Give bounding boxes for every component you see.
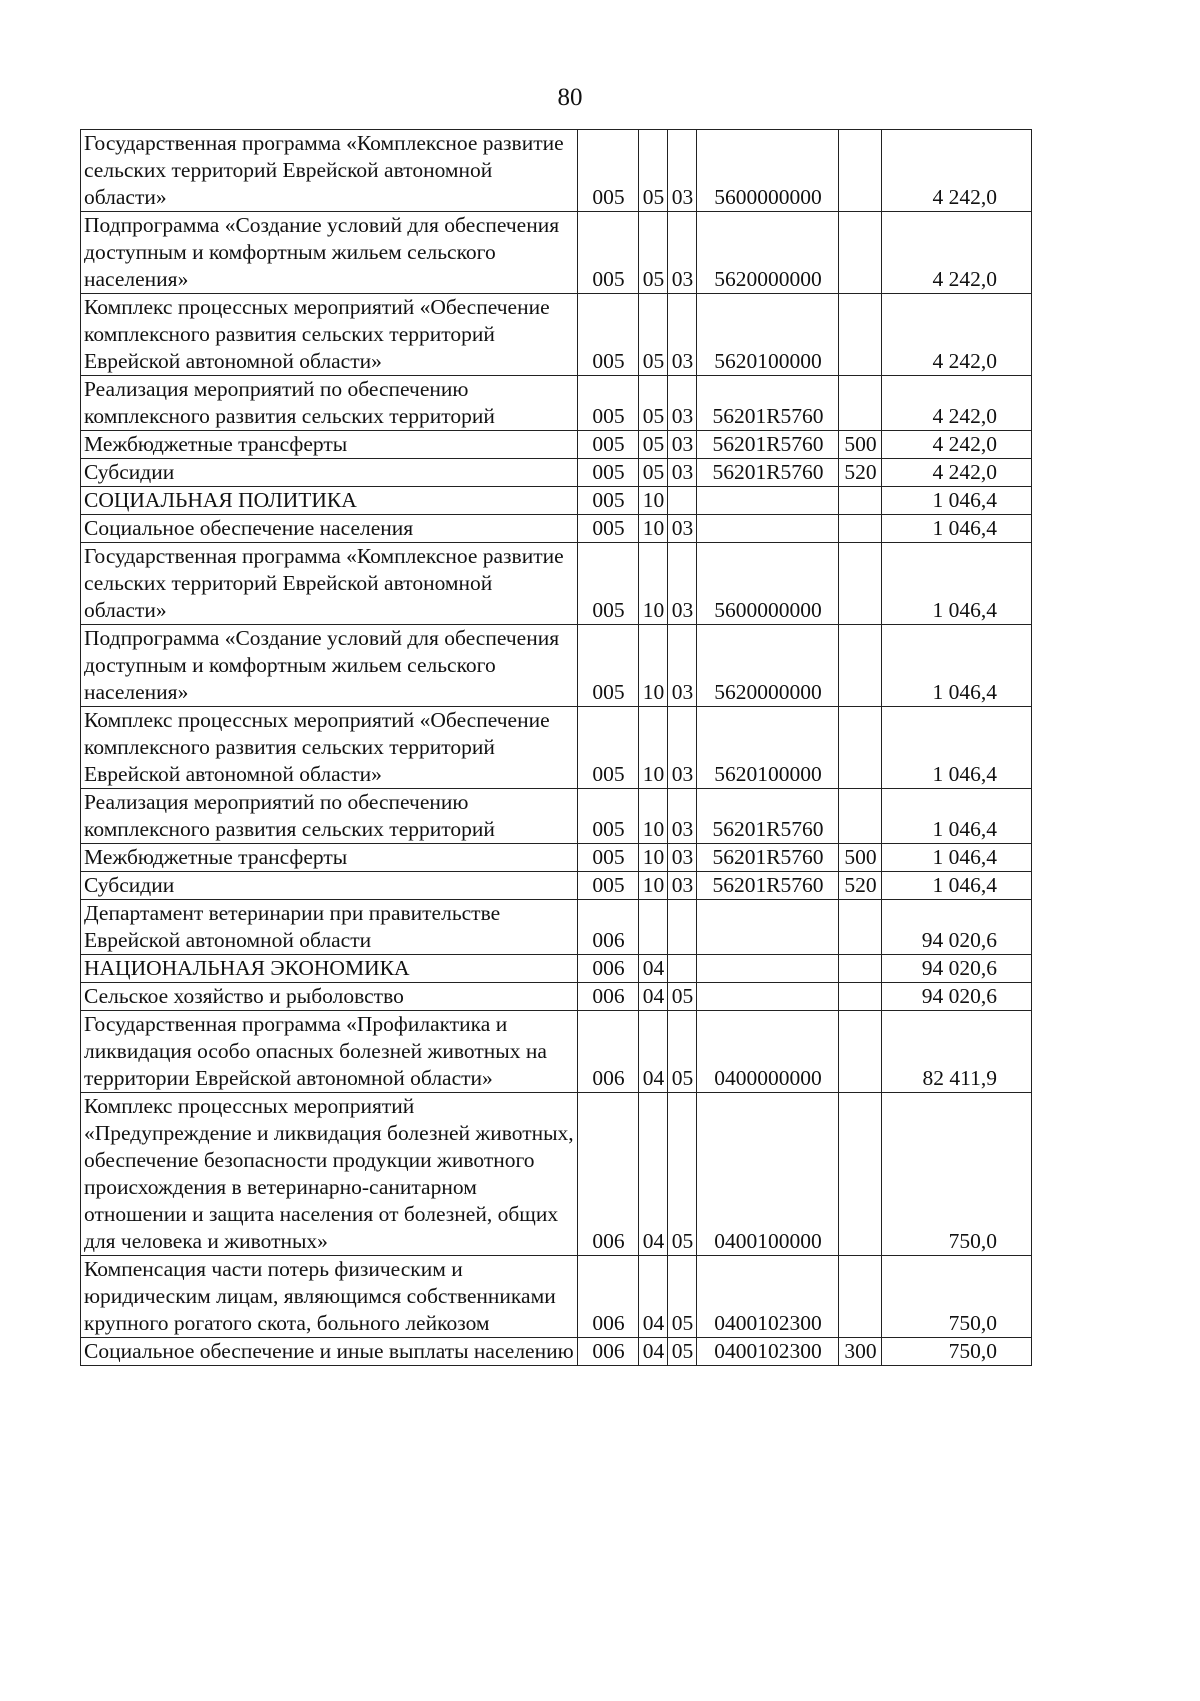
row-sum: 1 046,4	[882, 543, 1032, 625]
row-vr	[839, 707, 882, 789]
row-sum: 4 242,0	[882, 459, 1032, 487]
row-sum: 1 046,4	[882, 515, 1032, 543]
row-name: Департамент ветеринарии при правительстве Еврейской автономной области	[81, 900, 578, 955]
row-vr: 500	[839, 431, 882, 459]
row-pr: 03	[668, 543, 697, 625]
row-vr	[839, 1093, 882, 1256]
table-row	[81, 844, 1032, 872]
row-vr: 500	[839, 844, 882, 872]
row-vr	[839, 1011, 882, 1093]
row-ved: 005	[578, 212, 639, 294]
row-sum: 1 046,4	[882, 844, 1032, 872]
row-pr: 03	[668, 872, 697, 900]
row-ved: 006	[578, 1011, 639, 1093]
row-vr	[839, 515, 882, 543]
row-csr	[697, 983, 839, 1011]
row-csr	[697, 515, 839, 543]
row-vr: 520	[839, 872, 882, 900]
row-vr	[839, 376, 882, 431]
row-pr: 03	[668, 515, 697, 543]
row-vr: 520	[839, 459, 882, 487]
row-ved: 005	[578, 844, 639, 872]
row-csr: 0400102300	[697, 1256, 839, 1338]
row-csr	[697, 487, 839, 515]
table-row	[81, 459, 1032, 487]
row-name: Государственная программа «Профилактика и ликвидация особо опасных болезней животных на территории Еврейской автономной области»	[81, 1011, 578, 1093]
row-ved: 006	[578, 1256, 639, 1338]
row-name: Компенсация части потерь физическим и юридическим лицам, являющимся собственниками крупного рогатого скота, больного лейкозом	[81, 1256, 578, 1338]
row-pr: 03	[668, 459, 697, 487]
row-vr	[839, 1256, 882, 1338]
row-rz: 04	[639, 1093, 668, 1256]
row-sum: 4 242,0	[882, 376, 1032, 431]
row-rz: 05	[639, 294, 668, 376]
row-ved: 005	[578, 459, 639, 487]
row-vr	[839, 487, 882, 515]
row-csr: 56201R5760	[697, 872, 839, 900]
row-rz: 10	[639, 844, 668, 872]
row-sum: 94 020,6	[882, 900, 1032, 955]
row-ved: 006	[578, 955, 639, 983]
row-csr: 56201R5760	[697, 376, 839, 431]
row-rz: 05	[639, 212, 668, 294]
row-csr: 0400000000	[697, 1011, 839, 1093]
table-row	[81, 872, 1032, 900]
row-ved: 006	[578, 1338, 639, 1366]
row-sum: 750,0	[882, 1256, 1032, 1338]
row-pr: 03	[668, 130, 697, 212]
row-rz: 10	[639, 487, 668, 515]
row-pr: 05	[668, 1338, 697, 1366]
row-ved: 005	[578, 130, 639, 212]
row-sum: 94 020,6	[882, 983, 1032, 1011]
budget-table	[80, 129, 1032, 1366]
row-pr: 05	[668, 1011, 697, 1093]
row-ved: 005	[578, 625, 639, 707]
row-ved: 005	[578, 376, 639, 431]
row-ved: 005	[578, 543, 639, 625]
row-rz: 04	[639, 955, 668, 983]
table-row	[81, 707, 1032, 789]
row-sum: 1 046,4	[882, 872, 1032, 900]
row-pr: 03	[668, 844, 697, 872]
table-row	[81, 515, 1032, 543]
row-rz: 05	[639, 130, 668, 212]
row-pr: 03	[668, 707, 697, 789]
row-sum: 82 411,9	[882, 1011, 1032, 1093]
row-sum: 1 046,4	[882, 707, 1032, 789]
row-ved: 005	[578, 515, 639, 543]
row-vr	[839, 294, 882, 376]
table-row	[81, 900, 1032, 955]
table-row	[81, 487, 1032, 515]
row-name: Социальное обеспечение и иные выплаты населению	[81, 1338, 578, 1366]
row-pr	[668, 900, 697, 955]
row-vr	[839, 625, 882, 707]
row-ved: 005	[578, 487, 639, 515]
row-rz: 05	[639, 459, 668, 487]
table-row	[81, 294, 1032, 376]
row-pr: 05	[668, 1093, 697, 1256]
row-name: Подпрограмма «Создание условий для обеспечения доступным и комфортным жильем сельского населения»	[81, 625, 578, 707]
row-pr: 03	[668, 625, 697, 707]
table-row	[81, 376, 1032, 431]
row-rz: 10	[639, 625, 668, 707]
row-csr: 0400102300	[697, 1338, 839, 1366]
row-pr	[668, 955, 697, 983]
row-csr: 56201R5760	[697, 459, 839, 487]
row-ved: 005	[578, 431, 639, 459]
row-vr	[839, 212, 882, 294]
table-row	[81, 130, 1032, 212]
table-row	[81, 625, 1032, 707]
row-rz: 04	[639, 983, 668, 1011]
row-csr: 5620100000	[697, 707, 839, 789]
row-name: Комплекс процессных мероприятий «Обеспечение комплексного развития сельских территорий Еврейской автономной области»	[81, 294, 578, 376]
row-csr	[697, 900, 839, 955]
row-name: Реализация мероприятий по обеспечению комплексного развития сельских территорий	[81, 789, 578, 844]
row-rz: 05	[639, 431, 668, 459]
row-rz	[639, 900, 668, 955]
row-csr: 5620000000	[697, 625, 839, 707]
budget-table-body	[81, 130, 1032, 1366]
row-name: СОЦИАЛЬНАЯ ПОЛИТИКА	[81, 487, 578, 515]
row-sum: 94 020,6	[882, 955, 1032, 983]
row-vr	[839, 900, 882, 955]
row-ved: 005	[578, 707, 639, 789]
table-row	[81, 983, 1032, 1011]
row-vr	[839, 543, 882, 625]
row-name: Комплекс процессных мероприятий «Предупреждение и ликвидация болезней животных, обеспечение безопасности продукции животного происхождения в ветеринарно-санитарном отношении и защита населения от болезней, общих для человека и животных»	[81, 1093, 578, 1256]
row-vr	[839, 789, 882, 844]
row-ved: 006	[578, 983, 639, 1011]
row-pr: 03	[668, 212, 697, 294]
row-pr: 03	[668, 376, 697, 431]
row-name: Субсидии	[81, 872, 578, 900]
row-name: Социальное обеспечение населения	[81, 515, 578, 543]
row-vr	[839, 983, 882, 1011]
row-pr: 03	[668, 431, 697, 459]
row-vr	[839, 130, 882, 212]
row-csr: 0400100000	[697, 1093, 839, 1256]
row-pr: 03	[668, 789, 697, 844]
row-pr: 05	[668, 1256, 697, 1338]
row-sum: 4 242,0	[882, 294, 1032, 376]
row-name: Комплекс процессных мероприятий «Обеспечение комплексного развития сельских территорий Еврейской автономной области»	[81, 707, 578, 789]
row-rz: 04	[639, 1256, 668, 1338]
row-sum: 4 242,0	[882, 212, 1032, 294]
row-rz: 10	[639, 789, 668, 844]
row-csr: 5600000000	[697, 543, 839, 625]
row-rz: 10	[639, 707, 668, 789]
row-pr: 03	[668, 294, 697, 376]
row-name: Межбюджетные трансферты	[81, 431, 578, 459]
row-csr: 56201R5760	[697, 789, 839, 844]
row-sum: 750,0	[882, 1093, 1032, 1256]
row-sum: 1 046,4	[882, 625, 1032, 707]
row-sum: 4 242,0	[882, 431, 1032, 459]
table-row	[81, 431, 1032, 459]
row-name: Субсидии	[81, 459, 578, 487]
table-row	[81, 543, 1032, 625]
row-name: Сельское хозяйство и рыболовство	[81, 983, 578, 1011]
row-ved: 005	[578, 294, 639, 376]
row-rz: 10	[639, 543, 668, 625]
row-rz: 04	[639, 1338, 668, 1366]
row-name: Государственная программа «Комплексное развитие сельских территорий Еврейской автономной области»	[81, 130, 578, 212]
row-pr	[668, 487, 697, 515]
row-sum: 750,0	[882, 1338, 1032, 1366]
row-csr: 56201R5760	[697, 844, 839, 872]
row-ved: 005	[578, 872, 639, 900]
row-name: НАЦИОНАЛЬНАЯ ЭКОНОМИКА	[81, 955, 578, 983]
row-rz: 04	[639, 1011, 668, 1093]
row-rz: 10	[639, 515, 668, 543]
table-row	[81, 1338, 1032, 1366]
row-csr: 5620000000	[697, 212, 839, 294]
page-number: 80	[557, 84, 583, 111]
row-name: Реализация мероприятий по обеспечению комплексного развития сельских территорий	[81, 376, 578, 431]
row-name: Подпрограмма «Создание условий для обеспечения доступным и комфортным жильем сельского населения»	[81, 212, 578, 294]
table-row	[81, 1011, 1032, 1093]
row-name: Государственная программа «Комплексное развитие сельских территорий Еврейской автономной области»	[81, 543, 578, 625]
row-pr: 05	[668, 983, 697, 1011]
row-name: Межбюджетные трансферты	[81, 844, 578, 872]
row-rz: 05	[639, 376, 668, 431]
row-csr: 5620100000	[697, 294, 839, 376]
row-csr: 56201R5760	[697, 431, 839, 459]
row-sum: 4 242,0	[882, 130, 1032, 212]
row-sum: 1 046,4	[882, 487, 1032, 515]
row-ved: 006	[578, 1093, 639, 1256]
row-sum: 1 046,4	[882, 789, 1032, 844]
row-vr	[839, 955, 882, 983]
row-rz: 10	[639, 872, 668, 900]
row-vr: 300	[839, 1338, 882, 1366]
row-csr	[697, 955, 839, 983]
table-row	[81, 789, 1032, 844]
table-row	[81, 212, 1032, 294]
table-row	[81, 955, 1032, 983]
row-ved: 006	[578, 900, 639, 955]
row-csr: 5600000000	[697, 130, 839, 212]
table-row	[81, 1093, 1032, 1256]
row-ved: 005	[578, 789, 639, 844]
table-row	[81, 1256, 1032, 1338]
